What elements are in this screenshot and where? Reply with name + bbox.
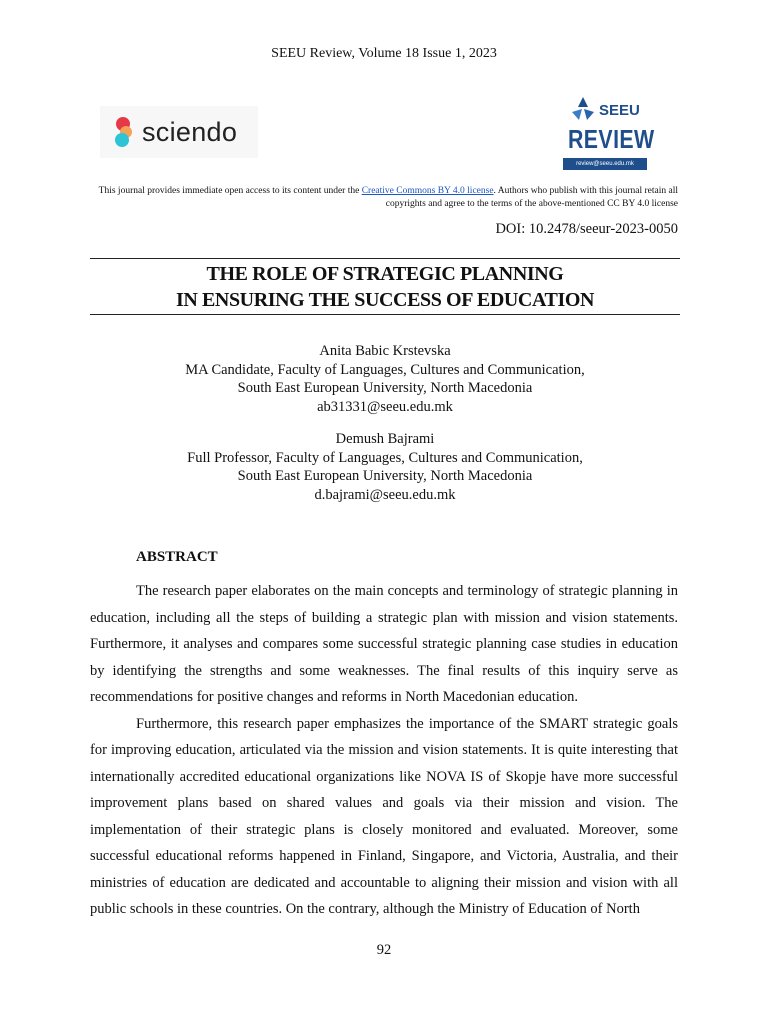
title-line-1: THE ROLE OF STRATEGIC PLANNING (206, 263, 564, 285)
title-rule-bottom (90, 314, 680, 315)
doi: DOI: 10.2478/seeur-2023-0050 (495, 221, 678, 237)
title-line-2: IN ENSURING THE SUCCESS OF EDUCATION (175, 289, 595, 311)
seeu-label: SEEU (599, 102, 640, 119)
abstract-paragraph: Furthermore, this research paper emphasizes the importance of the SMART strategic goals for improving education, articulated via the mission and vision statements. It is quite interesting that internationally accredited educational organizations like NOVA IS of Skopje have more successful improvement plans based on shared values and goals via their mission and vision. The implementation of their strategic plans is closely monitored and evaluated. Moreover, some successful educational reforms happened in Finland, Singapore, and Victoria, Australia, and their ministries of education are dedicated and accountable to aligning their mission and vision with all public schools in these countries. On the contrary, although the Ministry of Education of North (90, 715, 678, 917)
author-email: ab31331@seeu.edu.mk (317, 398, 453, 415)
author-name: Demush Bajrami (335, 431, 435, 447)
author-institution: South East European University, North Macedonia (237, 468, 533, 484)
paper-title (90, 261, 680, 313)
abstract-paragraph: The research paper elaborates on the main concepts and terminology of strategic planning in education, including all the steps of building a strategic plan with mission and vision statements. Furthermore, it analyses and compares some successful strategic planning case studies in education by identifying the strengths and some weaknesses. The final results of this inquiry serve as recommendations for positive changes and reforms in North Macedonian education. (90, 583, 678, 705)
license-text-after: . Authors who publish with this journal retain all copyrights and agree to the terms of the above-mentioned CC BY 4.0 license (385, 186, 678, 209)
author-institution: South East European University, North Macedonia (237, 380, 533, 396)
seeu-emblem-icon (569, 96, 597, 124)
author-role: MA Candidate, Faculty of Languages, Cultures and Communication, (185, 361, 585, 378)
author-email: d.bajrami@seeu.edu.mk (314, 486, 456, 503)
author-name: Anita Babic Krstevska (319, 343, 451, 359)
author-role: Full Professor, Faculty of Languages, Cultures and Communication, (187, 449, 583, 466)
journal-header: SEEU Review, Volume 18 Issue 1, 2023 (271, 46, 497, 61)
license-link[interactable]: Creative Commons BY 4.0 license (361, 186, 494, 196)
author-block (90, 342, 680, 416)
author-block (90, 430, 680, 504)
sciendo-wordmark: sciendo (142, 116, 238, 147)
sciendo-logo-icon (114, 116, 136, 148)
abstract-body (90, 578, 678, 923)
sciendo-logo (100, 106, 258, 158)
seeu-review-logo (563, 94, 655, 174)
review-label: REVIEW (568, 124, 655, 154)
page-number: 92 (376, 942, 392, 958)
abstract-heading: ABSTRACT (136, 549, 218, 565)
license-text-before: This journal provides immediate open access to its content under the (98, 186, 362, 196)
title-rule-top (90, 258, 680, 259)
journal-email: review@seeu.edu.mk (563, 158, 647, 170)
license-notice (90, 185, 678, 211)
